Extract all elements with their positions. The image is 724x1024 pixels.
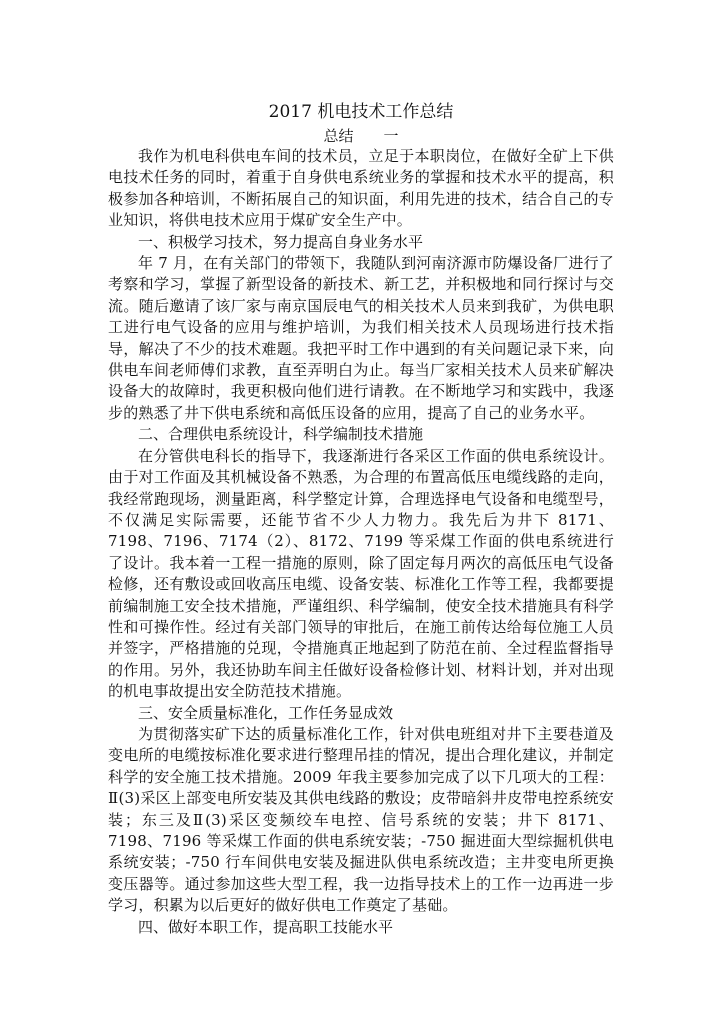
document-title: 2017 机电技术工作总结	[268, 102, 454, 122]
section-2-heading: 二、合理供电系统设计，科学编制技术措施	[138, 425, 424, 444]
intro-paragraph: 我作为机电科供电车间的技术员，立足于本职岗位，在做好全矿上下供电技术任务的同时，着重于自身供电系统业务的掌握和技术水平的提高，积极参加各种培训，不断拓展自己的知识面，利用先进的技术，结合自己的专业知识，将供电技术应用于煤矿安全生产中。	[108, 147, 614, 230]
section-1-heading: 一、积极学习技术，努力提高自身业务水平	[138, 232, 424, 251]
section-3-heading: 三、安全质量标准化，工作任务显成效	[138, 703, 394, 722]
section-1-body: 年 7 月，在有关部门的带领下，我随队到河南济源市防爆设备厂进行了考察和学习，掌握了新型设备的新技术、新工艺，并积极地和同行探讨与交流。随后邀请了该厂家与南京国辰电气的相关技术人员来到我矿，为供电职工进行电气设备的应用与维护培训，为我们相关技术人员现场进行技术指导，解决了不少的技术难题。我把平时工作中遇到的有关问题记录下来，向供电车间老师傅们求教，直至弄明白为止。每当厂家相关技术人员来矿解决设备大的故障时，我更积极向他们进行请教。在不断地学习和实践中，我逐步的熟悉了井下供电系统和高低压设备的应用，提高了自己的业务水平。	[108, 254, 614, 422]
document-page	[108, 98, 614, 938]
document-subtitle: 总结 一	[323, 127, 399, 145]
section-2-body: 在分管供电科长的指导下，我逐渐进行各采区工作面的供电系统设计。由于对工作面及其机械设备不熟悉，为合理的布置高低压电缆线路的走向，我经常跑现场，测量距离，科学整定计算，合理选择电气设备和电缆型号，不仅满足实际需要，还能节省不少人力物力。我先后为井下 8171、7198、7196、7174（2）、8172、7199 等采煤工作面的供电系统进行了设计。我本着一工程一措施的原则，除了固定每月两次的高低压电气设备检修，还有敷设或回收高压电缆、设备安装、标准化工作等工程，我都要提前编制施工安全技术措施，严谨组织、科学编制，使安全技术措施具有科学性和可操作性。经过有关部门领导的审批后，在施工前传达给每位施工人员并签字，严格措施的兑现，令措施真正地起到了防范在前、全过程监督指导的作用。另外，我还协助车间主任做好设备检修计划、材料计划，并对出现的机电事故提出安全防范技术措施。	[108, 446, 614, 701]
section-3-body: 为贯彻落实矿下达的质量标准化工作，针对供电班组对井下主要巷道及变电所的电缆按标准化要求进行整理吊挂的情况，提出合理化建议，并制定科学的安全施工技术措施。2009 年我主要参加完成了以下几项大的工程：Ⅱ(3)采区上部变电所安装及其供电线路的敷设；皮带暗斜井皮带电控系统安装；东三及Ⅱ(3)采区变频绞车电控、信号系统的安装；井下 8171、7198、7196 等采煤工作面的供电系统安装；-750 掘进面大型综掘机供电系统安装；-750 行车间供电安装及掘进队供电系统改造；主井变电所更换变压器等。通过参加这些大型工程，我一边指导技术上的工作一边再进一步学习，积累为以后更好的做好供电工作奠定了基础。	[108, 724, 614, 915]
section-4-heading: 四、做好本职工作，提高职工技能水平	[138, 917, 394, 936]
